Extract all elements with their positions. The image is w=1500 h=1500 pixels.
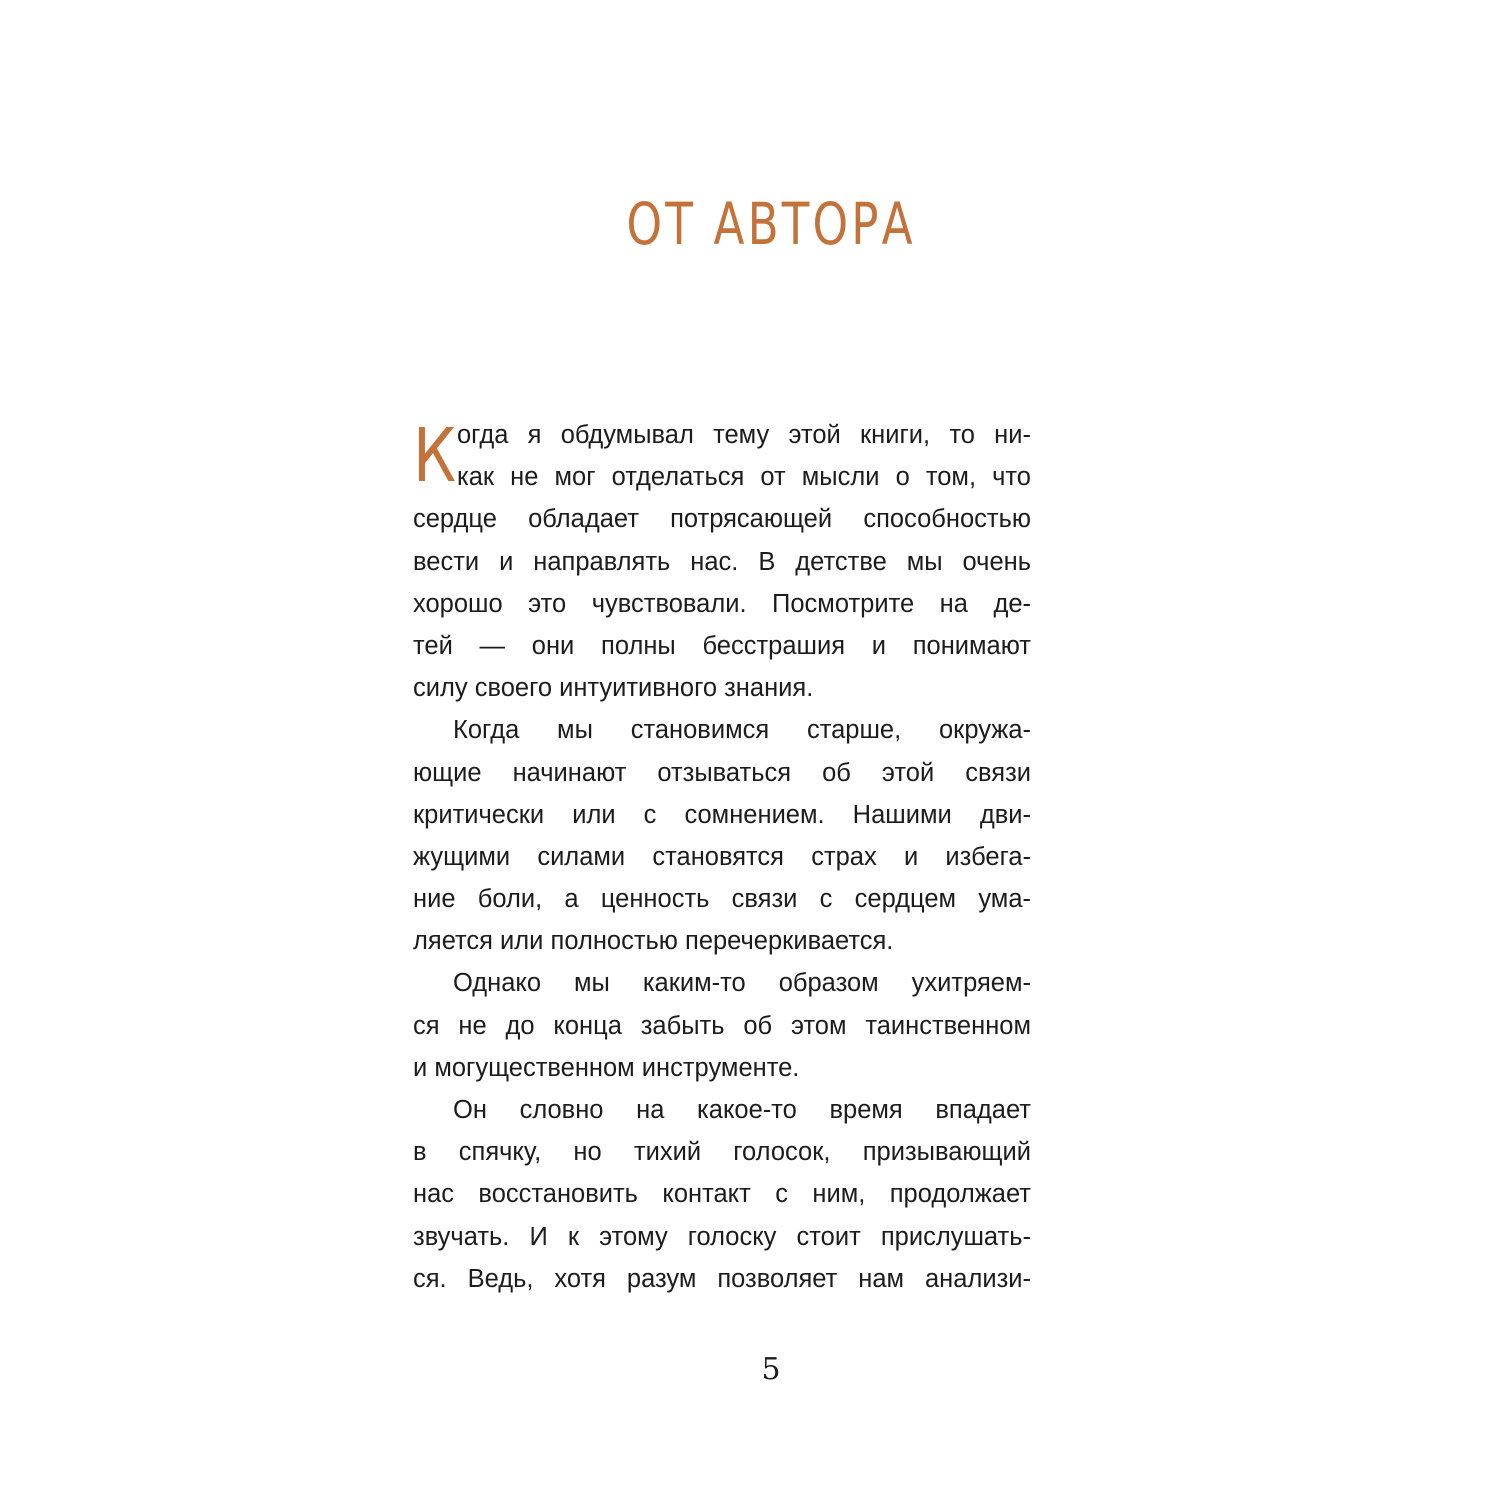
text-line: огда я обдумывал тему этой книги, то ни- <box>457 421 1031 449</box>
text-line: тей — они полны бесстрашия и понимают <box>413 631 1031 660</box>
text-line: в спячку, но тихий голосок, призывающий <box>413 1138 1031 1167</box>
chapter-title: ОТ АВТОРА <box>626 190 916 258</box>
text-line: ся. Ведь, хотя разум позволяет нам анализи- <box>413 1264 1031 1293</box>
text-line: силу своего интуитивного знания. <box>413 674 814 703</box>
text-line: ляется или полностью перечеркивается. <box>413 927 894 956</box>
text-line: ющие начинают отзываться об этой связи <box>413 758 1031 787</box>
paragraph-3 <box>413 962 1031 1089</box>
drop-cap: К <box>413 413 457 499</box>
text-line: Он словно на какое-то время впадает <box>453 1096 1031 1124</box>
text-line: хорошо это чувствовали. Посмотрите на де- <box>413 589 1031 618</box>
text-line: жущими силами становятся страх и избега- <box>413 842 1031 871</box>
text-line: Когда мы становимся старше, окружа- <box>453 716 1031 745</box>
body-text <box>413 414 1031 1300</box>
text-line: ние боли, а ценность связи с сердцем ума- <box>413 885 1031 914</box>
paragraph-4 <box>413 1089 1031 1300</box>
text-line: вести и направлять нас. В детстве мы очень <box>413 547 1031 576</box>
paragraph-2 <box>413 709 1031 962</box>
text-line: как не мог отделаться от мысли о том, что <box>457 463 1031 492</box>
text-line: нас восстановить контакт с ним, продолжает <box>413 1180 1031 1209</box>
text-line: ся не до конца забыть об этом таинственном <box>413 1011 1031 1040</box>
text-line: и могущественном инструменте. <box>413 1053 800 1082</box>
paragraph-1 <box>413 414 1031 709</box>
text-line: Однако мы каким-то образом ухитряем- <box>453 969 1031 998</box>
text-line: критически или с сомнением. Нашими дви- <box>413 800 1031 829</box>
text-line: звучать. И к этому голоску стоит прислушать- <box>413 1222 1031 1251</box>
page-number: 5 <box>761 1352 781 1387</box>
text-line: сердце обладает потрясающей способностью <box>413 505 1031 534</box>
